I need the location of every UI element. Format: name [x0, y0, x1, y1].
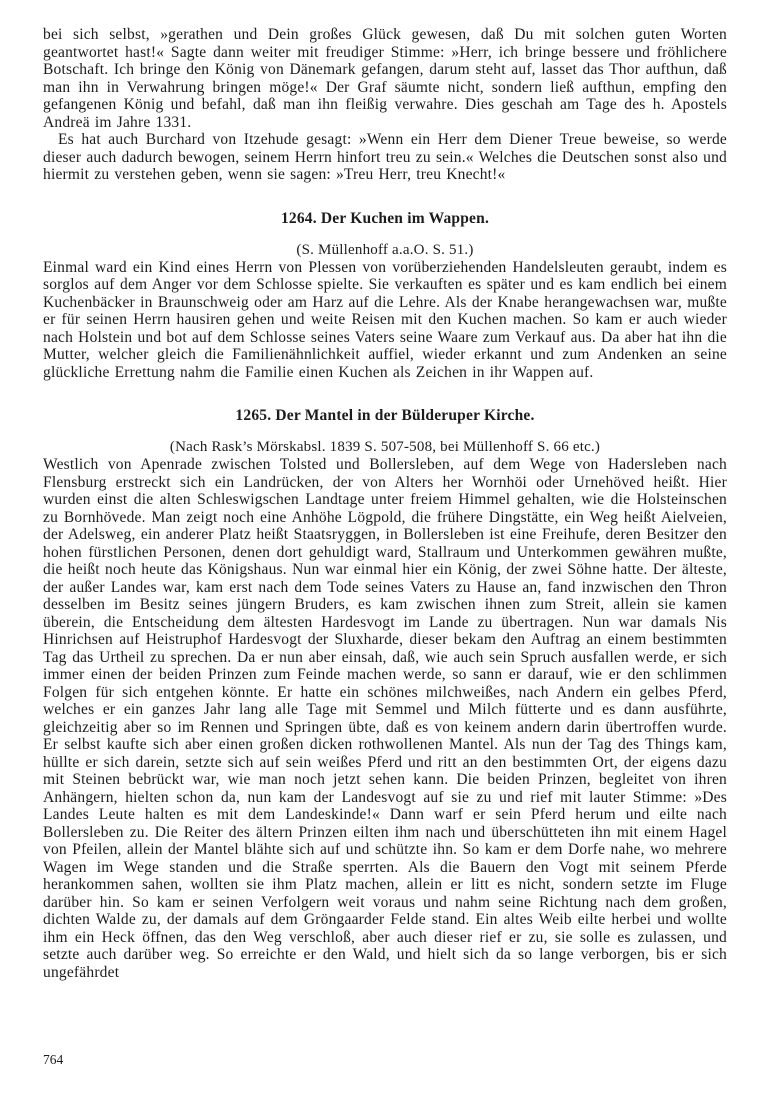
section-title-1265: 1265. Der Mantel in der Bülderuper Kirche. [235, 407, 535, 424]
paragraph-burchard-quote: Es hat auch Burchard von Itzehude gesagt: »Wenn ein Herr dem Diener Treue beweise, so werde dieser auch dadurch bewogen, seinem Herrn hinfort treu zu sein.« Welches die Deutschen sonst also und hiermit zu verstehen geben, wenn sie sagen: »Treu Herr, treu Knecht!« [43, 131, 727, 183]
section-source-1265: (Nach Rask’s Mörskabsl. 1839 S. 507-508, bei Müllenhoff S. 66 etc.) [169, 439, 601, 455]
page-text-area [43, 26, 727, 981]
paragraph-continuation: bei sich selbst, »gerathen und Dein großes Glück gewesen, daß Du mit solchen guten Worten geantwortet hast!« Sagte dann weiter mit freudiger Stimme: »Herr, ich bringe bessere und fröhlichere Botschaft. Ich bringe den König von Dänemark gefangen, darum steht auf, lasset das Thor aufthun, daß man ihn in Verwahrung bringen möge!« Der Graf säumte nicht, sondern ließ aufthun, empfing den gefangenen König und befahl, daß man ihn fleißig verwahre. Dies geschah am Tage des h. Apostels Andreä im Jahre 1331. [43, 26, 727, 131]
section-title-1264: 1264. Der Kuchen im Wappen. [280, 209, 490, 227]
page-number: 764 [43, 1052, 64, 1067]
section-source-1264: (S. Müllenhoff a.a.O. S. 51.) [296, 241, 474, 258]
section-paragraph-1265: Westlich von Apenrade zwischen Tolsted und Bollersleben, auf dem Wege von Hadersleben nach Flensburg erstreckt sich ein Landrücken, der von Alters her Wornhöi oder Urnehöved heißt. Hier wurden einst die alten Schleswigschen Landtage unter freiem Himmel gehalten, wie die Holsteinschen zu Bornhövede. Man zeigt noch eine Anhöhe Lögpold, die frühere Dingstätte, ein Weg heißt Aielveien, der Adelsweg, ein anderer Platz heißt Staatsryggen, in Bollersleben ist eine Freihufe, deren Besitzer den hohen fürstlichen Personen, denen dort gehuldigt ward, Stallraum und Unterkommen gewähren mußte, die heißt noch heute das Königshaus. Nun war einmal hier ein König, der zwei Söhne hatte. Der älteste, der außer Landes war, kam erst nach dem Tode seines Vaters zu Hause an, fand inzwischen den Thron desselben im Besitz seines jüngern Bruders, es kam zwischen ihnen zum Streit, allein sie kamen überein, die Entscheidung dem ältesten Hardesvogt im Lande zu übertragen. Nun war damals Nis Hinrichsen auf Heistruphof Hardesvogt der Sluxharde, dieser bekam den Auftrag an einem bestimmten Tag das Urtheil zu sprechen. Da er nun aber einsah, daß, wie auch sein Spruch ausfallen werde, er sich immer einen der beiden Prinzen zum Feinde machen werde, so sann er darauf, wie er den schlimmen Folgen für sich entgehen könnte. Er hatte ein schönes milchweißes, nach Andern ein gelbes Pferd, welches er ein ganzes Jahr lang alle Tage mit Semmel und Milch fütterte und es dann ausführte, gleichzeitig aber so im Rennen und Springen übte, daß es von keinem andern darin übertroffen wurde. Er selbst kaufte sich aber einen großen dicken rothwollenen Mantel. Als nun der Tag des Things kam, hüllte er sich darein, setzte sich auf sein weißes Pferd und ritt an den bestimmten Ort, der eigens dazu mit Steinen bebrückt war, wie man noch jetzt sehen kann. Die beiden Prinzen, begleitet von ihren Anhängern, hielten schon da, nun kam der Landesvogt auf sie zu und rief mit lauter Stimme: »Des Landes Leute halten es mit dem Landeskinde!« Dann warf er sein Pferd herum und eilte nach Bollersleben zu. Die Reiter des ältern Prinzen eilten ihm nach und überschütteten ihn mit einem Hagel von Pfeilen, allein der Mantel blähte sich auf und schützte ihn. So kam er dem Dorfe nahe, wo mehrere Wagen im Wege standen und die Straße sperrten. Als die Bauern den Vogt mit seinem Pferde herankommen sahen, wollten sie ihm Platz machen, allein er litt es nicht, sondern setzte im Fluge darüber hin. So kam er seinen Verfolgern weit voraus und nahm seine Richtung nach dem großen, dichten Walde zu, der damals auf dem Gröngaarder Felde stand. Ein altes Weib eilte herbei und wollte ihm ein Heck öffnen, das den Weg verschloß, aber auch dieser rief er zu, sie solle es zulassen, und setzte auch darüber weg. So erreichte er den Wald, und hielt sich da so lange verborgen, bis er sich ungefährdet [43, 456, 727, 981]
section-paragraph-1264: Einmal ward ein Kind eines Herrn von Plessen von vorüberziehenden Handelsleuten geraubt, indem es sorglos auf dem Anger vor dem Schlosse spielte. Sie verkauften es später und es kam endlich bei einem Kuchenbäcker in Braunschweig oder am Harz auf die Lehre. Als der Knabe herangewachsen war, mußte er für seinen Herrn hausiren gehen und weite Reisen mit den Kuchen machen. So kam er auch wieder nach Holstein und bot auf dem Schlosse seines Vaters seine Waare zum Verkauf aus. Da aber hat ihn die Mutter, welcher gleich die Familienähnlichkeit auffiel, wieder erkannt und zum Andenken an seine glückliche Errettung nahm die Familie einen Kuchen als Zeichen in ihr Wappen auf. [43, 258, 727, 381]
